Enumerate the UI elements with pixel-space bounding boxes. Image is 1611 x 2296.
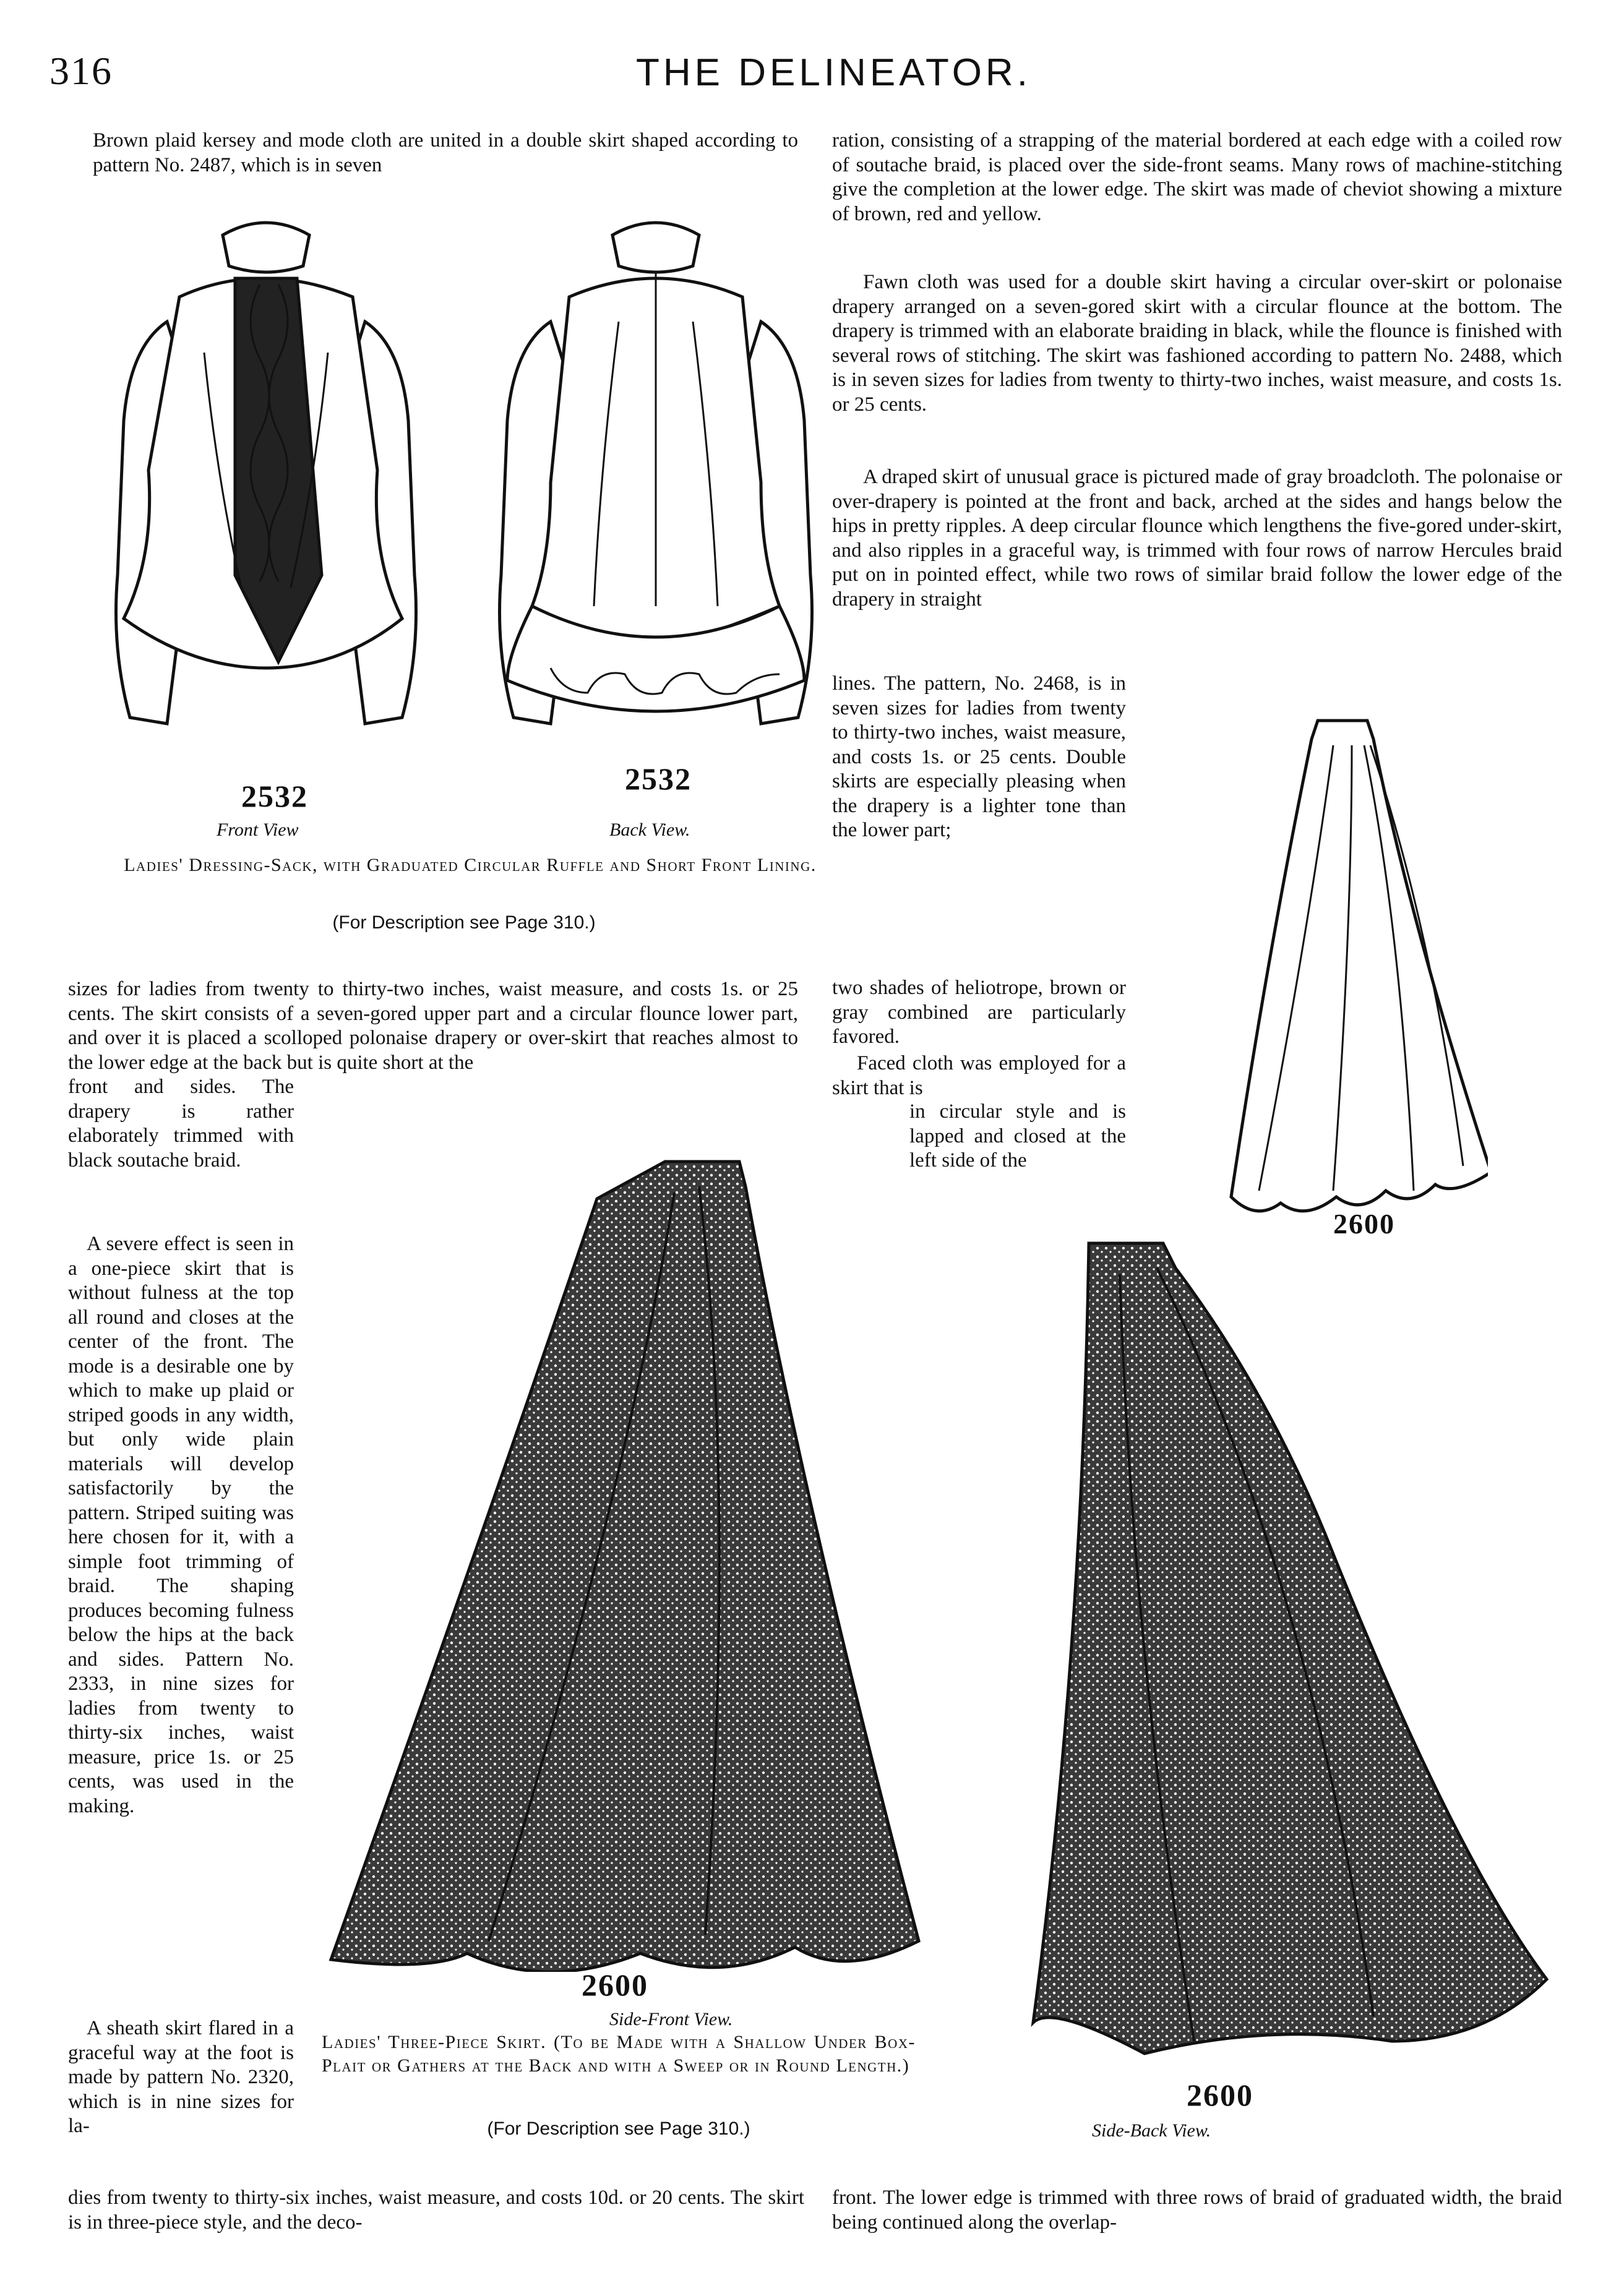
draped-skirt-illustration <box>1209 708 1488 1222</box>
paragraph-sheath-skirt: A sheath skirt flared in a graceful way at the foot is made by pattern No. 2320, which is in nine sizes for la- <box>68 2017 294 2137</box>
paragraph-severe-effect: A severe effect is seen in a one-piece skirt that is without fulness at the top all round and closes at the center of the front. The mode is a desirable one by which to make up plaid or striped goods in any width, but only wide plain materials will develop satisfactorily by the pattern. Striped suiting was here chosen for it, with a simple foot trimming of braid. The shaping produces becoming fulness below the hips at the back and sides. Pattern No. 2333, in nine sizes for ladies from twenty to thirty-six inches, waist measure, price 1s. or 25 cents, was used in the making. <box>68 1233 294 1817</box>
middle-left-text: sizes for ladies from twenty to thirty-two inches, waist measure, and costs 1s. or 25 cents. The skirt consists of a seven-gored upper part and a circular flounce lower part, and over it is placed a scolloped polonaise drapery or over-skirt that reaches almost to the lower edge at the back but is quite short at the <box>68 978 798 1074</box>
paragraph-faced-cloth: Faced cloth was employed for a skirt that is <box>832 1052 1126 1099</box>
skirt-caption: Ladies' Three-Piece Skirt. (To be Made with a Shallow Under Box-Plait or Gathers at the Back and with a Sweep or in Round Length.) <box>322 2032 916 2076</box>
small-skirt-number: 2600 <box>1333 1208 1395 1240</box>
sack-front-view-label: Front View <box>217 820 299 840</box>
skirt-back-view-label: Side-Back View. <box>1092 2120 1211 2141</box>
narrow-left-text: front and sides. The drapery is rather elaborately trimmed with black soutache braid. <box>68 1076 294 1172</box>
sack-front-number: 2532 <box>241 779 308 813</box>
bottom-right-text: front. The lower edge is trimmed with three rows of braid of graduated width, the braid being continued along the overlap- <box>832 2187 1562 2234</box>
page-title: THE DELINEATOR. <box>636 51 1031 94</box>
sack-description-note: (For Description see Page 310.) <box>332 912 596 933</box>
dressing-sack-back-illustration <box>470 198 841 773</box>
skirt-side-back-illustration <box>922 1237 1559 2072</box>
page-number: 316 <box>49 49 113 93</box>
sack-caption: Ladies' Dressing-Sack, with Graduated Circular Ruffle and Short Front Lining. <box>124 855 817 875</box>
skirt-front-number: 2600 <box>582 1968 648 2002</box>
sack-back-view-label: Back View. <box>609 820 690 840</box>
paragraph-draped-skirt: A draped skirt of unusual grace is pictured made of gray broadcloth. The polonaise or over-drapery is pointed at the front and back, arched at the sides and hangs below the hips in pretty ripples. A deep circular flounce which lengthens the five-gored under-skirt, and also ripples in a graceful way, is trimmed with four rows of narrow Hercules braid put on in pointed effect, while two rows of similar braid follow the lower edge of the drapery in straight <box>832 466 1562 610</box>
intro-right-text: ration, consisting of a strapping of the material bordered at each edge with a coiled row of soutache braid, is placed over the side-front seams. Many rows of machine-stitching give the completion at the lower edge. The skirt was made of cheviot showing a mixture of brown, red and yellow. <box>832 129 1562 225</box>
paragraph-fawn-cloth: Fawn cloth was used for a double skirt having a circular over-skirt or polonaise drapery arranged on a seven-gored skirt with a circular flounce at the bottom. The drapery is trimmed with an elaborate braiding in black, while the flounce is finished with several rows of stitching. The skirt was fashioned according to pattern No. 2488, which is in seven sizes for ladies from twenty to thirty-two inches, waist measure, and costs 1s. or 25 cents. <box>832 271 1562 416</box>
paragraph-shades: two shades of heliotrope, brown or gray combined are particularly favored. <box>832 977 1126 1048</box>
skirt-front-view-label: Side-Front View. <box>609 2009 733 2029</box>
sack-back-number: 2532 <box>625 761 692 796</box>
paragraph-draped-narrow: lines. The pattern, No. 2468, is in seven sizes for ladies from twenty to thirty-two inches, waist measure, and costs 1s. or 25 cents. Double skirts are especially pleasing when the drapery is a lighter tone than the lower part; <box>832 672 1126 841</box>
skirt-description-note: (For Description see Page 310.) <box>487 2118 750 2139</box>
skirt-back-number: 2600 <box>1187 2078 1253 2112</box>
dressing-sack-front-illustration <box>93 198 439 773</box>
intro-left-text: Brown plaid kersey and mode cloth are united in a double skirt shaped according to pattern No. 2487, which is in seven <box>93 129 798 176</box>
paragraph-faced-narrow: in circular style and is lapped and closed at the left side of the <box>909 1100 1126 1172</box>
bottom-left-text: dies from twenty to thirty-six inches, waist measure, and costs 10d. or 20 cents. The skirt is in three-piece style, and the deco- <box>68 2187 804 2234</box>
skirt-side-front-illustration <box>328 1155 922 1972</box>
